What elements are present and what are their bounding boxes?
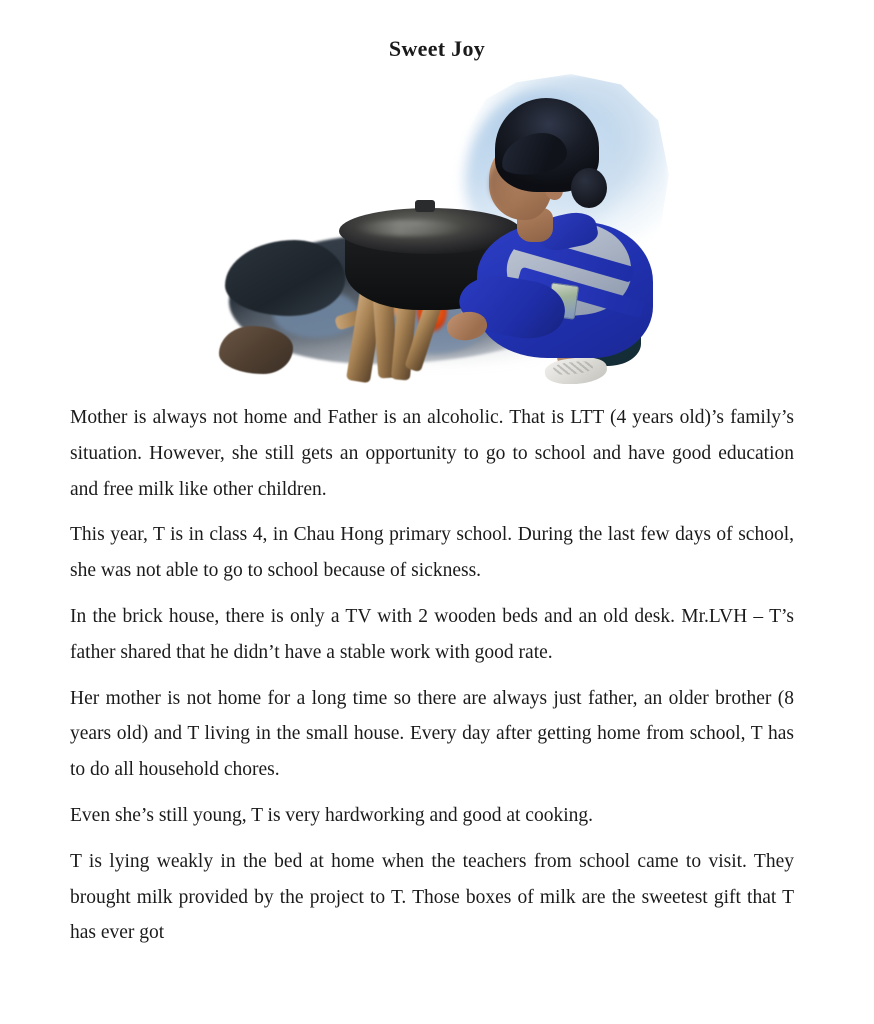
paragraph: Her mother is not home for a long time so there are always just father, an older brother (8 years old) and T living in the small house. Every day after getting home from school, T has to do all household chores.	[70, 687, 794, 781]
hair-bun	[571, 168, 607, 208]
paragraph: T is lying weakly in the bed at home when the teachers from school came to visit. They brought milk provided by the project to T. Those boxes of milk are the sweetest gift that T has ever got	[70, 850, 794, 944]
paragraph: Mother is always not home and Father is an alcoholic. That is LTT (4 years old)’s family’s situation. However, she still gets an opportunity to go to school and have good education and free milk like other children.	[70, 407, 794, 500]
photo-canvas	[203, 72, 675, 384]
brown-rock	[219, 326, 293, 374]
pot-lid-handle	[415, 200, 435, 212]
paragraph: This year, T is in class 4, in Chau Hong primary school. During the last few days of school, she was not able to go to school because of sickness.	[70, 524, 794, 582]
paragraph: Even she’s still young, T is very hardworking and good at cooking.	[70, 804, 594, 826]
page-title: Sweet Joy	[388, 35, 486, 61]
story-photo	[203, 72, 675, 384]
pot-lid-highlight	[355, 220, 465, 236]
child-figure	[453, 82, 675, 382]
paragraph: In the brick house, there is only a TV with 2 wooden beds and an old desk. Mr.LVH – T’s father shared that he didn’t have a stable work with good rate.	[70, 605, 794, 663]
story-body	[70, 400, 794, 951]
fire-stone	[225, 240, 345, 316]
